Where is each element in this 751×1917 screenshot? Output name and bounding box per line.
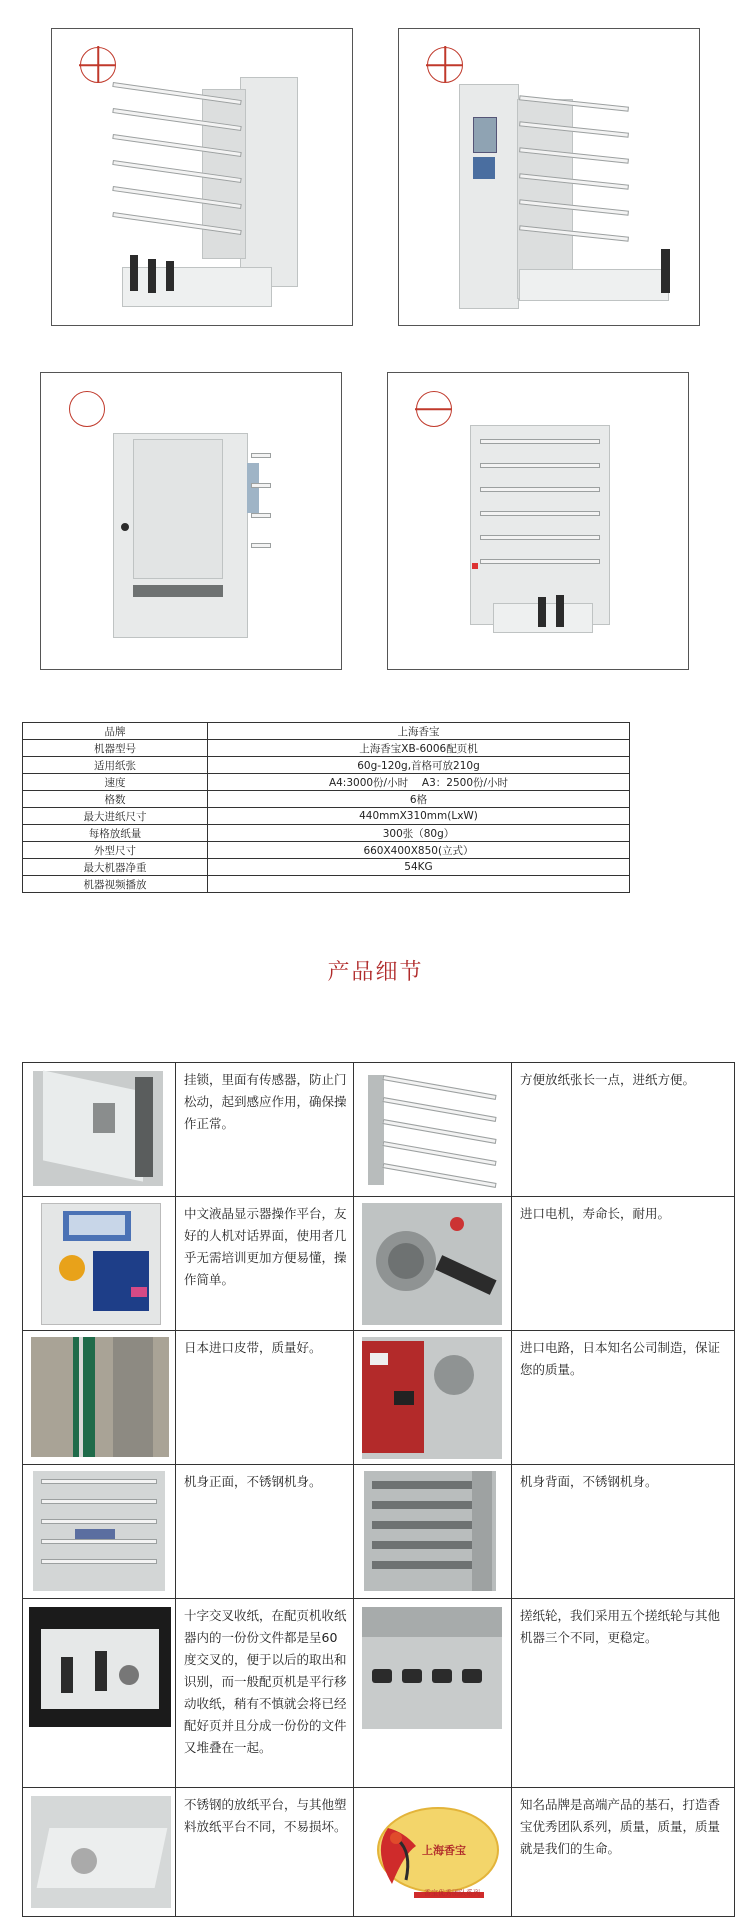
detail-text: 机身背面，不锈钢机身。: [512, 1465, 735, 1599]
detail-text: 机身正面，不锈钢机身。: [176, 1465, 354, 1599]
spec-value: 54KG: [208, 859, 630, 876]
detail-text: 挂锁，里面有传感器，防止门松动，起到感应作用，确保操作正常。: [176, 1063, 354, 1197]
detail-text: 十字交叉收纸，在配页机收纸器内的一份份文件都是呈60度交叉的，便于以后的取出和识别，而一般配页机是平行移动收纸，稍有不慎就会将已经配好页并且分成一份份的文件又堆叠在一起。: [176, 1599, 354, 1788]
spec-label: 外型尺寸: [23, 842, 208, 859]
detail-text: 搓纸轮，我们采用五个搓纸轮与其他机器三个不同，更稳定。: [512, 1599, 735, 1788]
spec-label: 机器型号: [23, 740, 208, 757]
detail-text: 日本进口皮带，质量好。: [176, 1331, 354, 1465]
detail-image-circuit: [354, 1331, 512, 1465]
spec-row-video[interactable]: [23, 876, 630, 893]
spec-value: 300张（80g）: [208, 825, 630, 842]
detail-image-motor: [354, 1197, 512, 1331]
spec-label: 最大机器净重: [23, 859, 208, 876]
spec-value: 60g-120g,首格可放210g: [208, 757, 630, 774]
detail-text: 中文液晶显示器操作平台，友好的人机对话界面，使用者几乎无需培训更加方便易懂，操作简单。: [176, 1197, 354, 1331]
detail-image-cross-collect: [23, 1599, 176, 1788]
detail-table: [22, 1062, 735, 1917]
detail-text: 知名品牌是高端产品的基石，打造香宝优秀团队系列，质量，质量，质量就是我们的生命。: [512, 1788, 735, 1917]
spec-value: A4:3000份/小时 A3：2500份/小时: [208, 774, 630, 791]
globe-icon: [80, 47, 116, 83]
spec-value: 6格: [208, 791, 630, 808]
detail-image-rollers: [354, 1599, 512, 1788]
logo-brand-text: 上海香宝: [422, 1844, 466, 1857]
detail-image-front: [23, 1465, 176, 1599]
spec-value: 上海香宝: [208, 723, 630, 740]
brand-logo: [354, 1788, 512, 1917]
detail-text: 方便放纸张长一点，进纸方便。: [512, 1063, 735, 1197]
detail-image-belt: [23, 1331, 176, 1465]
globe-icon: [416, 391, 452, 427]
spec-label: 最大进纸尺寸: [23, 808, 208, 825]
product-photo-closed-door: [40, 372, 342, 670]
product-photo-front-left: [51, 28, 353, 326]
detail-row: [23, 1197, 735, 1331]
detail-row: [23, 1331, 735, 1465]
detail-image-lock: [23, 1063, 176, 1197]
detail-text: 进口电机，寿命长，耐用。: [512, 1197, 735, 1331]
detail-row: [23, 1599, 735, 1788]
spec-value: 上海香宝XB-6006配页机: [208, 740, 630, 757]
detail-image-steel-platform: [23, 1788, 176, 1917]
detail-image-lcd-panel: [23, 1197, 176, 1331]
spec-row: [23, 825, 630, 842]
detail-text: 进口电路，日本知名公司制造，保证您的质量。: [512, 1331, 735, 1465]
globe-icon: [427, 47, 463, 83]
spec-row: [23, 859, 630, 876]
spec-row: [23, 757, 630, 774]
spec-value: 660X400X850(立式）: [208, 842, 630, 859]
detail-text: 不锈钢的放纸平台，与其他塑料放纸平台不同，不易损坏。: [176, 1788, 354, 1917]
spec-row: [23, 774, 630, 791]
detail-image-trays: [354, 1063, 512, 1197]
section-title: 产品细节: [327, 960, 424, 985]
detail-row: [23, 1465, 735, 1599]
detail-row: [23, 1063, 735, 1197]
spec-label: 格数: [23, 791, 208, 808]
globe-icon: [69, 391, 105, 427]
spec-label: 适用纸张: [23, 757, 208, 774]
product-photo-front: [387, 372, 689, 670]
spec-row: [23, 791, 630, 808]
spec-row: [23, 842, 630, 859]
product-photo-right-side: [398, 28, 700, 326]
detail-row: [23, 1788, 735, 1917]
spec-table: [22, 722, 630, 893]
spec-label: 机器视频播放: [23, 876, 208, 893]
spec-row: [23, 723, 630, 740]
detail-image-back: [354, 1465, 512, 1599]
video-play-cell[interactable]: [208, 876, 630, 893]
spec-row: [23, 740, 630, 757]
spec-row: [23, 808, 630, 825]
spec-label: 品牌: [23, 723, 208, 740]
spec-label: 速度: [23, 774, 208, 791]
spec-value: 440mmX310mm(LxW): [208, 808, 630, 825]
logo-slogan-text: 香宝优秀团队系列: [424, 1889, 480, 1897]
spec-label: 每格放纸量: [23, 825, 208, 842]
